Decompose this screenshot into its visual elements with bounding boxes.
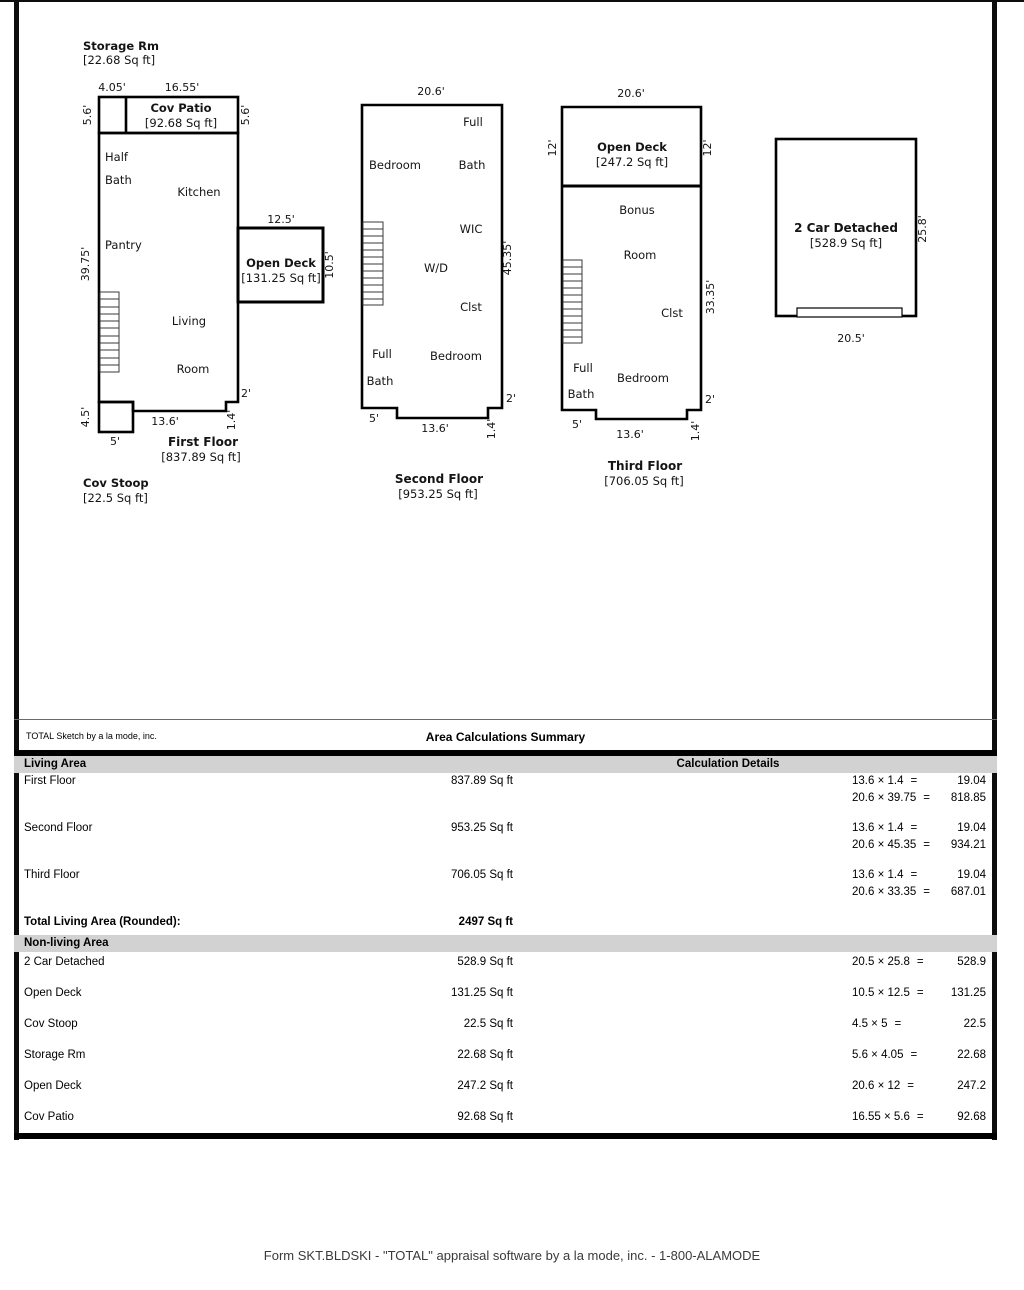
dim-stoop-width: 5' [109,435,121,448]
third-floor-plan [546,87,717,488]
row-calcs [852,773,997,807]
row-name: Storage Rm [24,1049,86,1061]
equals-sign: = [923,839,930,851]
calc-expression: 20.6 × 45.35 [852,839,917,851]
dim-notch: 1.4' [225,409,238,431]
row-name: 2 Car Detached [24,956,105,968]
open-deck-label: Open Deck [246,256,316,270]
row-name: Cov Stoop [24,1018,78,1030]
calc-line [852,790,986,807]
dim-3f-bottom: 13.6' [616,428,644,441]
row-name: Second Floor [24,822,93,834]
row-area: 92.68 Sq ft [457,1111,513,1123]
dim-deck-height: 10.5' [323,251,336,279]
calc-result: 19.04 [957,869,986,881]
room-2f-wic: WIC [459,222,483,236]
calc-result: 22.5 [963,1018,986,1030]
dim-2f-bottom: 13.6' [421,422,449,435]
calc-result: 19.04 [957,775,986,787]
calc-expression: 4.5 × 5 [852,1018,888,1030]
row-calcs [852,985,997,1002]
dim-2f-notch: 1.4' [485,418,498,440]
room-living: Living [171,314,207,328]
equals-sign: = [910,869,918,881]
calc-expression: 13.6 × 1.4 [852,822,904,834]
row-name: Open Deck [24,1080,82,1092]
row-name: Third Floor [24,869,80,881]
room-2f-full-top: Full [463,115,483,129]
garage-door [797,308,902,317]
dim-3f-deck-right: 12' [701,139,714,157]
area-calculations-summary [14,719,997,1139]
storage-rm-label: Storage Rm [83,39,159,53]
calc-result: 247.2 [957,1080,986,1092]
equals-sign: = [916,1111,924,1123]
third-floor-area: [706.05 Sq ft] [604,474,684,488]
row-name: First Floor [24,775,76,787]
row-calcs [852,1078,997,1095]
calc-line [852,1047,986,1064]
equals-sign: = [923,792,930,804]
row-area: 837.89 Sq ft [450,775,513,787]
room-2f-clst: Clst [460,300,482,314]
first-floor-title: First Floor [167,435,239,449]
3f-open-deck-area: [247.2 Sq ft] [595,155,669,169]
bottom-border-bar [14,1133,997,1139]
calc-line [852,985,986,1002]
table-row [14,1109,997,1126]
row-calcs [852,1047,997,1064]
row-area: 247.2 Sq ft [457,1080,513,1092]
table-row [14,1078,997,1095]
equals-sign: = [907,1080,914,1092]
dim-3f-notch: 1.4' [689,420,702,442]
dim-2f-side: 45.35' [501,240,514,276]
row-calcs [852,1016,997,1033]
dim-2f-top: 20.6' [417,85,445,98]
dim-patio-width: 16.55' [164,81,200,94]
calc-expression: 20.5 × 25.8 [852,956,910,968]
table-row [14,1016,997,1033]
dim-first-side: 39.75' [79,246,92,282]
dim-3f-left-inset: 5' [571,418,583,431]
calc-result: 22.68 [957,1049,986,1061]
living-area-label: Living Area [24,758,87,770]
room-2f-full-bottom: Full [372,347,392,361]
cov-stoop-label: Cov Stoop [83,476,149,490]
cov-patio-area: [92.68 Sq ft] [144,116,218,130]
dim-stoop-height: 4.5' [79,406,92,428]
row-area: 953.25 Sq ft [450,822,513,834]
equals-sign: = [894,1018,902,1030]
room-half: Half [105,150,128,164]
dim-bottom-width: 13.6' [151,415,179,428]
room-kitchen: Kitchen [177,185,221,199]
calc-expression: 16.55 × 5.6 [852,1111,910,1123]
row-calcs [852,1109,997,1126]
total-label: Total Living Area (Rounded): [24,916,181,928]
room-3f-bonus: Bonus [619,203,655,217]
row-calcs [852,954,997,971]
garage-title: 2 Car Detached [794,221,898,235]
first-floor-staircase [100,292,119,372]
room-2f-bath-bottom: Bath [366,374,394,388]
equals-sign: = [910,822,918,834]
cov-stoop-area: [22.5 Sq ft] [83,491,148,505]
nonliving-area-header [14,935,997,952]
garage-plan [776,139,929,345]
3f-open-deck-label: Open Deck [597,140,667,154]
calc-result: 528.9 [957,956,986,968]
living-area-header [14,756,997,773]
dim-3f-deck-left: 12' [546,139,559,157]
calc-result: 934.21 [950,839,986,851]
dim-patio-right: 5.6' [239,104,252,126]
storage-rm-area: [22.68 Sq ft] [83,53,156,67]
row-name: Cov Patio [24,1111,74,1123]
row-area: 131.25 Sq ft [450,987,513,999]
third-floor-title: Third Floor [607,459,683,473]
calc-expression: 20.6 × 39.75 [852,792,917,804]
room-2f-bath-top: Bath [458,158,486,172]
second-floor-staircase [363,222,383,305]
nonliving-area-label: Non-living Area [24,937,109,949]
table-row [14,867,997,901]
room-2f-bedroom-bottom: Bedroom [429,349,483,363]
equals-sign: = [923,886,930,898]
calc-line [852,773,986,790]
calc-result: 92.68 [957,1111,986,1123]
row-area: 22.5 Sq ft [463,1018,513,1030]
dim-3f-right-inset: 2' [705,393,716,406]
room-2f-wd: W/D [423,261,449,275]
room-bath: Bath [105,173,132,187]
calc-expression: 13.6 × 1.4 [852,869,904,881]
garage-area: [528.9 Sq ft] [809,236,883,250]
calc-line [852,1109,986,1126]
calc-result: 19.04 [957,822,986,834]
calc-expression: 10.5 × 12.5 [852,987,910,999]
calc-line [852,884,986,901]
calc-line [852,1016,986,1033]
table-row [14,985,997,1002]
table-row [14,1047,997,1064]
calc-line [852,837,986,854]
room-3f-bath: Bath [567,387,595,401]
dim-deck-width: 12.5' [267,213,295,226]
calc-result: 131.25 [950,987,986,999]
row-name: Open Deck [24,987,82,999]
room-3f-full: Full [573,361,593,375]
branding-text: TOTAL Sketch by a la mode, inc. [26,731,157,741]
room-3f-clst: Clst [661,306,683,320]
dim-right-inset: 2' [241,387,252,400]
nonliving-area-rows [14,952,997,1126]
room-pantry: Pantry [105,238,142,252]
calc-result: 687.01 [950,886,986,898]
dim-2f-left-inset: 5' [368,412,380,425]
dim-storage-width: 4.05' [98,81,126,94]
first-floor-area: [837.89 Sq ft] [161,450,241,464]
dim-patio-left: 5.6' [81,104,94,126]
table-row [14,954,997,971]
row-calcs [852,820,997,854]
total-area-value: 2497 Sq ft [458,916,513,928]
room-3f-bedroom: Bedroom [616,371,670,385]
calc-line [852,820,986,837]
row-area: 706.05 Sq ft [450,869,513,881]
row-calcs [852,867,997,901]
second-floor-area: [953.25 Sq ft] [398,487,478,501]
calc-line [852,954,986,971]
dim-3f-side: 33.35' [704,279,717,315]
second-floor-title: Second Floor [394,472,484,486]
cov-patio-label: Cov Patio [150,101,212,115]
equals-sign: = [916,987,924,999]
calc-expression: 5.6 × 4.05 [852,1049,904,1061]
room-3f-room: Room [623,248,657,262]
calc-line [852,867,986,884]
dim-2f-right-inset: 2' [506,392,517,405]
room-2f-bedroom-top: Bedroom [368,158,422,172]
living-area-rows [14,773,997,901]
equals-sign: = [910,775,918,787]
table-row [14,773,997,807]
calculation-details-label: Calculation Details [676,758,780,770]
table-row [14,820,997,854]
row-area: 528.9 Sq ft [457,956,513,968]
calc-expression: 13.6 × 1.4 [852,775,904,787]
second-floor-plan [362,85,516,501]
dim-garage-side: 25.8' [916,215,929,243]
dim-3f-top: 20.6' [617,87,645,100]
open-deck-area: [131.25 Sq ft] [241,271,321,285]
form-footer: Form SKT.BLDSKI - "TOTAL" appraisal software by a la mode, inc. - 1-800-ALAMODE [263,1248,761,1263]
row-area: 22.68 Sq ft [457,1049,513,1061]
room-living2: Room [176,362,210,376]
equals-sign: = [916,956,924,968]
first-floor-plan [79,39,336,505]
calc-expression: 20.6 × 33.35 [852,886,917,898]
calc-line [852,1078,986,1095]
summary-title: Area Calculations Summary [425,730,586,744]
equals-sign: = [910,1049,918,1061]
calc-result: 818.85 [950,792,986,804]
total-living-area-row [14,914,997,931]
calc-expression: 20.6 × 12 [852,1080,901,1092]
dim-garage-bottom: 20.5' [837,332,865,345]
summary-header-row [14,720,997,750]
third-floor-staircase [563,260,582,343]
